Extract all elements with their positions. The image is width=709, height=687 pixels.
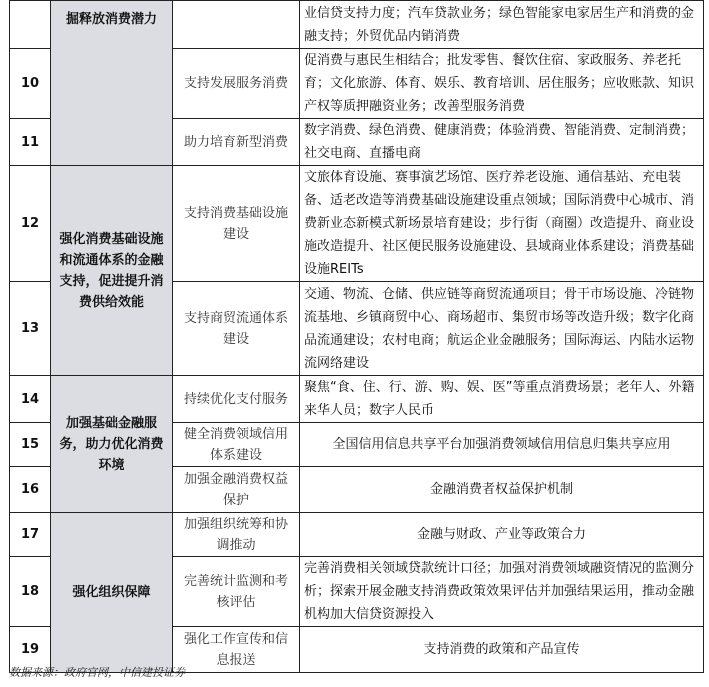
detail-cell: 金融消费者权益保护机制 xyxy=(300,467,704,513)
category-label: 强化消费基础设施和流通体系的金融支持，促进提升消费供给效能 xyxy=(59,231,164,310)
detail-cell: 促消费与惠民生相结合；批发零售、餐饮住宿、家政服务、养老托育；文化旅游、体育、娱乐、教育培训、居住服务；应收账款、知识产权等质押融资业务；改善型服务消费 xyxy=(300,49,704,119)
table-row xyxy=(10,376,704,423)
category-cell xyxy=(51,376,173,513)
measure-cell: 加强金融消费权益保护 xyxy=(173,467,300,513)
measure-cell xyxy=(173,1,300,49)
measure-cell: 支持消费基础设施建设 xyxy=(173,166,300,282)
row-number xyxy=(10,1,51,49)
category-cell xyxy=(51,166,173,376)
row-number: 14 xyxy=(10,376,51,423)
detail-cell: 完善消费相关领域贷款统计口径；加强对消费领域融资情况的监测分析；探索开展金融支持消费政策效果评估并加强结果运用，推动金融机构加大信贷资源投入 xyxy=(300,557,704,627)
policy-table xyxy=(9,0,704,673)
detail-cell: 文旅体育设施、赛事演艺场馆、医疗养老设施、通信基站、充电装备、适老改造等消费基础设施建设重点领域；国际消费中心城市、消费新业态新模式新场景培育建设；步行街（商圈）改造提升、商业设施改造提升、社区便民服务设施建设、县域商业体系建设；消费基础设施REITs xyxy=(300,166,704,282)
row-number: 16 xyxy=(10,467,51,513)
detail-cell: 数字消费、绿色消费、健康消费；体验消费、智能消费、定制消费；社交电商、直播电商 xyxy=(300,119,704,166)
row-number: 15 xyxy=(10,423,51,467)
measure-cell: 强化工作宣传和信息报送 xyxy=(173,627,300,673)
source-note: 数据来源：政府官网，中信建投证券 xyxy=(9,666,185,679)
category-label: 加强基础金融服务，助力优化消费环境 xyxy=(59,415,164,473)
detail-cell: 业信贷支持力度；汽车贷款业务；绿色智能家电家居生产和消费的金融支持；外贸优品内销消费 xyxy=(300,1,704,49)
detail-cell: 支持消费的政策和产品宣传 xyxy=(300,627,704,673)
detail-cell: 聚焦“食、住、行、游、购、娱、医”等重点消费场景；老年人、外籍来华人员；数字人民币 xyxy=(300,376,704,423)
measure-cell: 助力培育新型消费 xyxy=(173,119,300,166)
row-number: 19 xyxy=(10,627,51,673)
table-row xyxy=(10,166,704,282)
row-number: 10 xyxy=(10,49,51,119)
measure-cell: 支持发展服务消费 xyxy=(173,49,300,119)
row-number: 11 xyxy=(10,119,51,166)
detail-cell: 金融与财政、产业等政策合力 xyxy=(300,513,704,557)
measure-cell: 支持商贸流通体系建设 xyxy=(173,282,300,376)
measure-cell: 持续优化支付服务 xyxy=(173,376,300,423)
detail-cell: 全国信用信息共享平台加强消费领域信用信息归集共享应用 xyxy=(300,423,704,467)
category-label: 掘释放消费潜力 xyxy=(65,12,157,27)
category-cell xyxy=(51,513,173,673)
table-row xyxy=(10,513,704,557)
measure-cell: 加强组织统筹和协调推动 xyxy=(173,513,300,557)
row-number: 18 xyxy=(10,557,51,627)
category-label: 强化组织保障 xyxy=(72,585,151,600)
category-cell xyxy=(51,1,173,166)
detail-cell: 交通、物流、仓储、供应链等商贸流通项目；骨干市场设施、冷链物流基地、乡镇商贸中心、商场超市、集贸市场等改造升级；数字化商品流通建设；农村电商；航运企业金融服务；国际海运、内陆水运物流网络建设 xyxy=(300,282,704,376)
row-number: 12 xyxy=(10,166,51,282)
measure-cell: 健全消费领域信用体系建设 xyxy=(173,423,300,467)
measure-cell: 完善统计监测和考核评估 xyxy=(173,557,300,627)
table-row xyxy=(10,1,704,49)
row-number: 17 xyxy=(10,513,51,557)
row-number: 13 xyxy=(10,282,51,376)
